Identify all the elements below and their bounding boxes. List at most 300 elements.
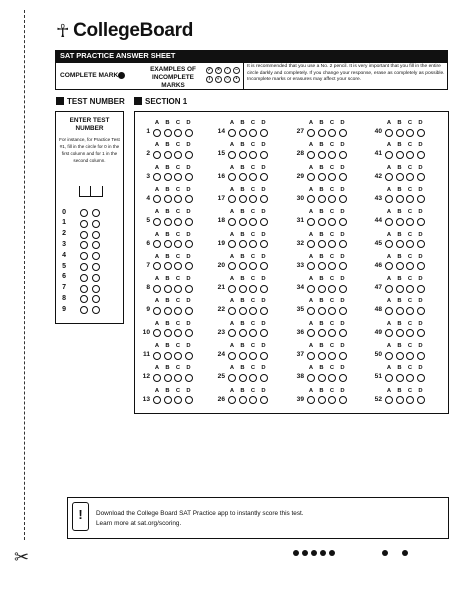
answer-bubble[interactable] <box>339 240 347 248</box>
test-digit-bubble[interactable] <box>92 285 100 293</box>
answer-bubble[interactable] <box>260 285 268 293</box>
answer-bubble[interactable] <box>406 352 414 360</box>
choice-letter: B <box>319 186 324 193</box>
choice-letter: D <box>340 231 345 238</box>
choice-letter: A <box>386 365 392 372</box>
choice-letter: B <box>397 164 402 171</box>
question-number: 18 <box>217 217 225 225</box>
answer-bubble[interactable] <box>249 218 257 226</box>
answer-bubble[interactable] <box>239 129 247 137</box>
question-number: 2 <box>146 150 150 158</box>
question-number: 28 <box>296 150 304 158</box>
choice-letter: C <box>329 209 335 216</box>
answer-bubble[interactable] <box>185 352 193 360</box>
answer-bubble[interactable] <box>318 374 326 382</box>
choice-letter: A <box>154 231 160 238</box>
choice-letter: B <box>397 276 402 283</box>
answer-bubble[interactable] <box>239 173 247 181</box>
answer-bubble[interactable] <box>417 285 425 293</box>
answer-bubble[interactable] <box>174 285 182 293</box>
answer-bubble[interactable] <box>328 151 336 159</box>
answer-bubble[interactable] <box>185 129 193 137</box>
answer-bubble[interactable] <box>239 307 247 315</box>
answer-bubble[interactable] <box>260 195 268 203</box>
answer-bubble[interactable] <box>318 195 326 203</box>
answer-bubble[interactable] <box>385 218 393 226</box>
answer-bubble[interactable] <box>396 285 404 293</box>
answer-bubble[interactable] <box>239 262 247 270</box>
answer-bubble[interactable] <box>174 129 182 137</box>
answer-bubble[interactable] <box>164 240 172 248</box>
choice-letter: C <box>250 142 256 149</box>
answer-bubble[interactable] <box>417 173 425 181</box>
question-number: 23 <box>217 328 225 336</box>
answer-bubble[interactable] <box>239 240 247 248</box>
answer-bubble[interactable] <box>185 262 193 270</box>
incomplete-mark-example: × <box>215 67 222 74</box>
question-number: 52 <box>374 395 382 403</box>
choice-letter: B <box>397 320 402 327</box>
choice-letter: D <box>186 343 191 349</box>
answer-bubble[interactable] <box>396 307 404 315</box>
choice-letter: C <box>407 343 413 349</box>
answer-bubble[interactable] <box>260 329 268 337</box>
choice-letter: C <box>329 387 335 394</box>
answer-bubble[interactable] <box>185 285 193 293</box>
answer-bubble[interactable] <box>406 307 414 315</box>
question-number: 49 <box>374 328 382 336</box>
answer-bubble[interactable] <box>307 240 315 248</box>
answer-bubble[interactable] <box>153 129 161 137</box>
answer-bubble[interactable] <box>228 218 236 226</box>
answer-bubble[interactable] <box>406 374 414 382</box>
answer-bubble[interactable] <box>260 262 268 270</box>
answer-bubble[interactable] <box>260 352 268 360</box>
choice-letter: C <box>175 186 181 193</box>
choice-letter: D <box>418 120 423 126</box>
app-promo-link[interactable]: Learn more at sat.org/scoring. <box>96 520 182 527</box>
answer-bubble[interactable] <box>385 285 393 293</box>
answer-bubble[interactable] <box>153 218 161 226</box>
answer-bubble[interactable] <box>385 352 393 360</box>
answer-bubble[interactable] <box>328 218 336 226</box>
answer-bubble[interactable] <box>406 285 414 293</box>
answer-bubble[interactable] <box>228 307 236 315</box>
answer-bubble[interactable] <box>164 285 172 293</box>
answer-bubble[interactable] <box>328 129 336 137</box>
choice-letter: A <box>229 231 235 238</box>
answer-bubble[interactable] <box>260 151 268 159</box>
choice-letter: D <box>261 120 266 126</box>
choice-letter: D <box>418 298 423 305</box>
answer-bubble[interactable] <box>318 396 326 404</box>
choice-letter: C <box>407 231 413 238</box>
app-promo-box <box>67 497 449 539</box>
phone-alert-icon: ! <box>72 502 89 531</box>
answer-bubble[interactable] <box>339 374 347 382</box>
choice-letter: D <box>186 186 191 193</box>
choice-letter: C <box>407 164 413 171</box>
test-digit-bubble[interactable] <box>80 209 88 217</box>
answer-bubble[interactable] <box>164 396 172 404</box>
answer-bubble[interactable] <box>417 396 425 404</box>
answer-bubble[interactable] <box>164 307 172 315</box>
incomplete-mark-example: · <box>224 67 231 74</box>
answer-bubble[interactable] <box>249 240 257 248</box>
question-number: 38 <box>296 373 304 381</box>
answer-bubble[interactable] <box>228 374 236 382</box>
answer-bubble[interactable] <box>239 151 247 159</box>
answer-bubble[interactable] <box>249 307 257 315</box>
answer-bubble[interactable] <box>185 240 193 248</box>
answer-bubble[interactable] <box>417 352 425 360</box>
question-number: 41 <box>374 150 382 158</box>
answer-bubble[interactable] <box>174 307 182 315</box>
test-digit-label: 4 <box>62 251 66 259</box>
question-number: 30 <box>296 194 304 202</box>
answer-bubble[interactable] <box>417 151 425 159</box>
answer-bubble[interactable] <box>318 262 326 270</box>
incomplete-mark-example: ✓ <box>207 67 212 73</box>
choice-letter: C <box>175 365 181 372</box>
choice-letter: A <box>154 186 160 193</box>
choice-letter: A <box>229 343 235 349</box>
answer-bubble[interactable] <box>164 173 172 181</box>
answer-bubble[interactable] <box>164 129 172 137</box>
answer-bubble[interactable] <box>339 285 347 293</box>
choice-letter: D <box>261 164 266 171</box>
answer-bubble[interactable] <box>339 352 347 360</box>
test-digit-bubble[interactable] <box>80 263 88 271</box>
choice-letter: B <box>397 142 402 149</box>
answer-bubble[interactable] <box>339 329 347 337</box>
timing-mark <box>329 550 335 556</box>
choice-letter: D <box>261 320 266 327</box>
choice-letter: D <box>340 298 345 305</box>
answer-bubble[interactable] <box>260 396 268 404</box>
answer-bubble[interactable] <box>406 240 414 248</box>
choice-letter: A <box>308 164 314 171</box>
choice-letter: A <box>386 320 392 327</box>
answer-bubble[interactable] <box>307 352 315 360</box>
answer-bubble[interactable] <box>318 151 326 159</box>
test-digit-label: 5 <box>62 262 66 270</box>
choice-letter: A <box>154 276 160 283</box>
choice-letter: C <box>407 276 413 283</box>
answer-bubble[interactable] <box>239 285 247 293</box>
answer-bubble[interactable] <box>417 195 425 203</box>
question-number: 16 <box>217 172 225 180</box>
answer-bubble[interactable] <box>174 218 182 226</box>
section-label: SECTION 1 <box>145 97 188 106</box>
question-number: 11 <box>143 351 150 358</box>
test-digit-bubble[interactable] <box>92 263 100 271</box>
question-number: 45 <box>374 239 382 247</box>
test-digit-bubble[interactable] <box>92 220 100 228</box>
answer-bubble[interactable] <box>417 240 425 248</box>
question-number: 40 <box>374 128 382 135</box>
choice-letter: B <box>319 231 324 238</box>
answer-bubble[interactable] <box>260 173 268 181</box>
choice-letter: C <box>329 231 335 238</box>
answer-bubble[interactable] <box>228 129 236 137</box>
answer-bubble[interactable] <box>318 329 326 337</box>
answer-bubble[interactable] <box>406 151 414 159</box>
answer-bubble[interactable] <box>228 151 236 159</box>
choice-letter: D <box>418 231 423 238</box>
answer-bubble[interactable] <box>164 352 172 360</box>
answer-bubble[interactable] <box>260 129 268 137</box>
answer-bubble[interactable] <box>164 218 172 226</box>
answer-bubble[interactable] <box>164 329 172 337</box>
answer-bubble[interactable] <box>328 352 336 360</box>
choice-letter: D <box>186 365 191 372</box>
answer-bubble[interactable] <box>417 374 425 382</box>
test-digit-label: 1 <box>62 219 66 227</box>
choice-letter: D <box>261 276 266 283</box>
answer-bubble[interactable] <box>174 151 182 159</box>
question-number: 15 <box>217 150 225 158</box>
test-digit-bubble[interactable] <box>80 285 88 293</box>
answer-bubble[interactable] <box>174 374 182 382</box>
answer-bubble[interactable] <box>174 240 182 248</box>
answer-bubble[interactable] <box>417 307 425 315</box>
choice-letter: B <box>240 186 245 193</box>
answer-bubble[interactable] <box>260 307 268 315</box>
answer-bubble[interactable] <box>185 396 193 404</box>
test-digit-bubble[interactable] <box>92 231 100 239</box>
answer-bubble[interactable] <box>249 374 257 382</box>
choice-letter: C <box>175 142 181 149</box>
question-number: 34 <box>296 284 304 292</box>
question-number: 14 <box>217 128 225 135</box>
answer-bubble[interactable] <box>396 218 404 226</box>
answer-bubble[interactable] <box>153 374 161 382</box>
answer-bubble[interactable] <box>249 285 257 293</box>
answer-bubble[interactable] <box>417 329 425 337</box>
timing-mark <box>402 550 408 556</box>
answer-bubble[interactable] <box>239 396 247 404</box>
answer-bubble[interactable] <box>185 329 193 337</box>
question-number: 31 <box>296 217 304 225</box>
test-number-write-box[interactable] <box>79 186 103 197</box>
answer-bubble[interactable] <box>260 218 268 226</box>
question-number: 29 <box>296 172 304 180</box>
answer-bubble[interactable] <box>185 218 193 226</box>
timing-mark <box>293 550 299 556</box>
question-number: 21 <box>217 284 225 292</box>
choice-letter: B <box>240 298 245 305</box>
answer-bubble[interactable] <box>328 285 336 293</box>
choice-letter: D <box>186 120 191 126</box>
answer-bubble[interactable] <box>385 307 393 315</box>
question-number: 20 <box>217 261 225 269</box>
enter-test-number-heading <box>57 117 122 133</box>
answer-bubble[interactable] <box>318 218 326 226</box>
choice-letter: B <box>319 142 324 149</box>
incomplete-mark-example: – <box>233 67 240 74</box>
choice-letter: A <box>154 120 160 126</box>
answer-bubble[interactable] <box>318 173 326 181</box>
answer-bubble[interactable] <box>417 129 425 137</box>
test-digit-bubble[interactable] <box>92 274 100 282</box>
answer-bubble[interactable] <box>396 329 404 337</box>
choice-letter: D <box>261 231 266 238</box>
choice-letter: B <box>319 276 324 283</box>
question-number: 35 <box>296 306 304 314</box>
answer-bubble[interactable] <box>164 195 172 203</box>
answer-bubble[interactable] <box>153 307 161 315</box>
answer-bubble[interactable] <box>249 352 257 360</box>
question-number: 50 <box>374 351 382 358</box>
answer-bubble[interactable] <box>185 374 193 382</box>
answer-bubble[interactable] <box>239 374 247 382</box>
choice-letter: C <box>329 298 335 305</box>
test-digit-label: 2 <box>62 230 66 238</box>
answer-bubble[interactable] <box>164 262 172 270</box>
answer-bubble[interactable] <box>385 151 393 159</box>
answer-bubble[interactable] <box>164 374 172 382</box>
question-number: 8 <box>146 284 150 292</box>
answer-bubble[interactable] <box>396 173 404 181</box>
incomplete-mark-example: / <box>206 76 213 83</box>
answer-bubble[interactable] <box>318 240 326 248</box>
choice-letter: B <box>240 209 245 216</box>
answer-bubble[interactable] <box>228 285 236 293</box>
choice-letter: D <box>186 320 191 327</box>
answer-bubble[interactable] <box>307 129 315 137</box>
answer-bubble[interactable] <box>239 218 247 226</box>
test-digit-bubble[interactable] <box>80 231 88 239</box>
answer-bubble[interactable] <box>185 151 193 159</box>
choice-letter: A <box>154 343 160 349</box>
answer-bubble[interactable] <box>239 195 247 203</box>
answer-bubble[interactable] <box>307 218 315 226</box>
answer-bubble[interactable] <box>249 129 257 137</box>
answer-bubble[interactable] <box>396 396 404 404</box>
answer-bubble[interactable] <box>153 240 161 248</box>
answer-bubble[interactable] <box>249 151 257 159</box>
choice-letter: C <box>250 253 256 260</box>
answer-bubble[interactable] <box>260 240 268 248</box>
enter-test-line2: NUMBER <box>75 125 104 132</box>
answer-bubble[interactable] <box>185 307 193 315</box>
answer-bubble[interactable] <box>318 352 326 360</box>
answer-bubble[interactable] <box>153 352 161 360</box>
answer-bubble[interactable] <box>396 129 404 137</box>
choice-letter: B <box>240 253 245 260</box>
answer-bubble[interactable] <box>318 307 326 315</box>
answer-bubble[interactable] <box>153 151 161 159</box>
answer-bubble[interactable] <box>239 352 247 360</box>
choice-letter: C <box>175 387 181 394</box>
answer-bubble[interactable] <box>153 285 161 293</box>
answer-bubble[interactable] <box>185 195 193 203</box>
question-number: 44 <box>374 217 382 225</box>
test-digit-bubble[interactable] <box>80 220 88 228</box>
choice-letter: A <box>229 142 235 149</box>
app-promo-text: Download the College Board SAT Practice app to instantly score this test. <box>96 510 304 517</box>
answer-bubble[interactable] <box>339 262 347 270</box>
enter-test-line1: ENTER TEST <box>69 117 110 124</box>
choice-letter: A <box>229 120 235 126</box>
answer-bubble[interactable] <box>339 396 347 404</box>
choice-letter: B <box>397 298 402 305</box>
answer-bubble[interactable] <box>328 374 336 382</box>
choice-letter: A <box>308 231 314 238</box>
answer-bubble[interactable] <box>260 374 268 382</box>
question-number: 19 <box>217 239 225 247</box>
answer-bubble[interactable] <box>339 195 347 203</box>
answer-bubble[interactable] <box>228 240 236 248</box>
test-digit-label: 9 <box>62 305 66 313</box>
question-number: 9 <box>146 306 150 314</box>
answer-bubble[interactable] <box>339 129 347 137</box>
answer-bubble[interactable] <box>385 129 393 137</box>
answer-bubble[interactable] <box>239 329 247 337</box>
choice-letter: C <box>407 209 413 216</box>
answer-bubble[interactable] <box>406 129 414 137</box>
answer-bubble[interactable] <box>307 307 315 315</box>
answer-bubble[interactable] <box>396 352 404 360</box>
choice-letter: C <box>250 298 256 305</box>
test-digit-bubble[interactable] <box>92 209 100 217</box>
answer-bubble[interactable] <box>228 352 236 360</box>
answer-bubble[interactable] <box>328 240 336 248</box>
answer-bubble[interactable] <box>339 173 347 181</box>
answer-bubble[interactable] <box>406 218 414 226</box>
answer-bubble[interactable] <box>307 151 315 159</box>
answer-bubble[interactable] <box>339 307 347 315</box>
answer-bubble[interactable] <box>396 374 404 382</box>
choice-letter: B <box>319 298 324 305</box>
test-digit-bubble[interactable] <box>80 274 88 282</box>
answer-bubble[interactable] <box>417 262 425 270</box>
question-number: 24 <box>217 351 225 358</box>
choice-letter: B <box>319 120 324 126</box>
question-number: 13 <box>142 395 150 403</box>
choice-letter: B <box>240 387 245 394</box>
answer-bubble[interactable] <box>328 307 336 315</box>
answer-bubble[interactable] <box>174 352 182 360</box>
answer-bubble[interactable] <box>385 240 393 248</box>
choice-letter: B <box>397 253 402 260</box>
info-divider <box>243 62 244 90</box>
choice-letter: D <box>418 164 423 171</box>
choice-letter: A <box>308 186 314 193</box>
answer-bubble[interactable] <box>396 240 404 248</box>
choice-letter: B <box>397 387 402 394</box>
answer-bubble[interactable] <box>396 262 404 270</box>
answer-bubble[interactable] <box>185 173 193 181</box>
answer-bubble[interactable] <box>318 129 326 137</box>
answer-bubble[interactable] <box>307 374 315 382</box>
test-digit-label: 7 <box>62 284 66 292</box>
answer-bubble[interactable] <box>396 151 404 159</box>
answer-bubble[interactable] <box>318 285 326 293</box>
choice-letter: D <box>340 320 345 327</box>
choice-letter: D <box>340 186 345 193</box>
question-number: 43 <box>374 194 382 202</box>
answer-bubble[interactable] <box>396 195 404 203</box>
answer-bubble[interactable] <box>164 151 172 159</box>
answer-bubble[interactable] <box>385 374 393 382</box>
answer-bubble[interactable] <box>339 218 347 226</box>
answer-bubble[interactable] <box>339 151 347 159</box>
choice-letter: A <box>308 253 314 260</box>
answer-bubble[interactable] <box>307 285 315 293</box>
answer-bubble[interactable] <box>417 218 425 226</box>
